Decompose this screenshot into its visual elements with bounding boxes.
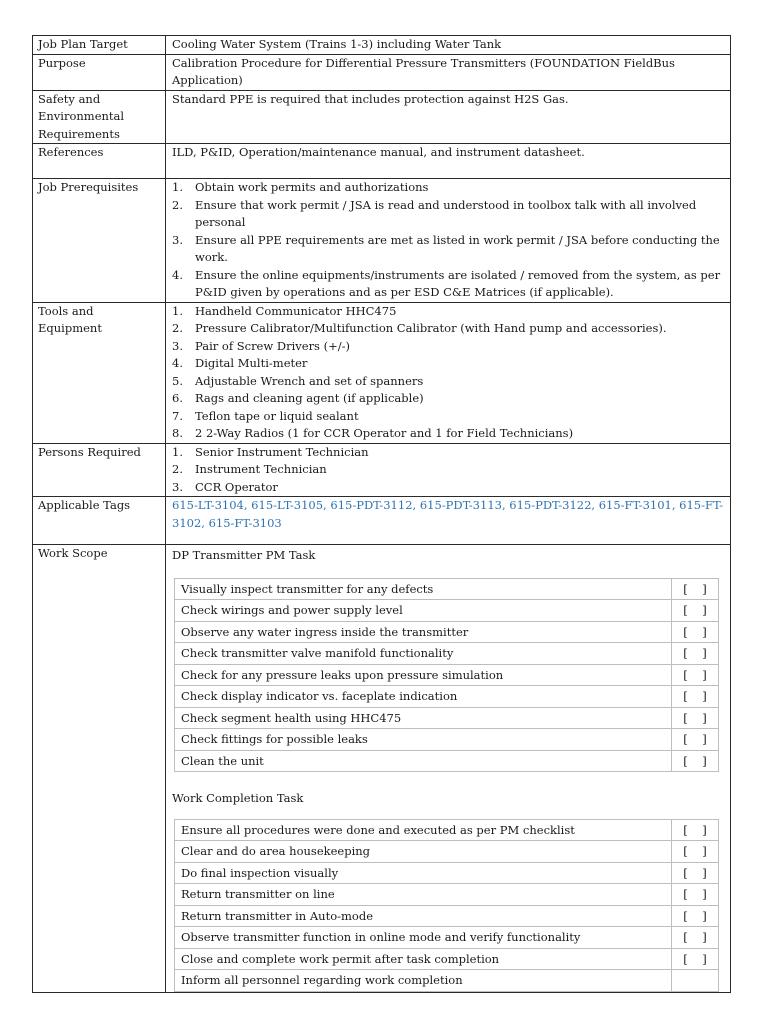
checklist-row — [175, 729, 719, 751]
list-number: 5. — [172, 373, 183, 388]
row-prerequisites — [33, 179, 731, 303]
list-item-text: Teflon tape or liquid sealant — [195, 408, 359, 423]
list-item-text: Obtain work permits and authorizations — [195, 180, 429, 194]
list-item — [172, 408, 725, 426]
list-number: 4. — [172, 267, 183, 282]
checklist-row — [175, 664, 719, 686]
label-safety: Safety and Environmental Requirements — [33, 90, 166, 144]
tools-list — [172, 303, 725, 443]
list-number: 2. — [172, 462, 183, 476]
list-number: 8. — [172, 426, 183, 440]
row-tools — [33, 302, 731, 443]
completion-task-title: Work Completion Task — [172, 791, 304, 805]
checklist-task: Check display indicator vs. faceplate indication — [175, 686, 672, 708]
work-scope-cell — [166, 545, 731, 993]
checklist-row — [175, 621, 719, 643]
list-item — [172, 444, 725, 462]
list-item-text: Rags and cleaning agent (if applicable) — [195, 391, 424, 405]
checkbox[interactable]: [ ] — [672, 884, 719, 906]
checkbox[interactable]: [ ] — [672, 948, 719, 970]
checklist-row — [175, 686, 719, 708]
checkbox[interactable]: [ ] — [672, 578, 719, 600]
checkbox[interactable]: [ ] — [672, 707, 719, 729]
completion-task-checklist — [174, 819, 719, 992]
value-job-plan-target: Cooling Water System (Trains 1-3) including Water Tank — [166, 36, 731, 55]
checkbox[interactable]: [ ] — [672, 686, 719, 708]
checklist-row — [175, 862, 719, 884]
list-number: 1. — [172, 180, 183, 194]
label-tools: Tools and Equipment — [33, 302, 166, 443]
checklist-task: Visually inspect transmitter for any defects — [175, 578, 672, 600]
value-purpose: Calibration Procedure for Differential Pressure Transmitters (FOUNDATION FieldBus Application) — [166, 54, 731, 90]
checkbox[interactable] — [672, 970, 719, 992]
list-number: 2. — [172, 321, 183, 335]
list-item-text: Adjustable Wrench and set of spanners — [195, 373, 424, 388]
checklist-task: Clear and do area housekeeping — [175, 841, 672, 863]
checkbox[interactable]: [ ] — [672, 621, 719, 643]
label-work-scope: Work Scope — [33, 545, 166, 993]
checklist-task: Return transmitter on line — [175, 884, 672, 906]
list-number: 1. — [172, 444, 183, 459]
value-references: ILD, P&ID, Operation/maintenance manual, and instrument datasheet. — [166, 144, 731, 179]
checklist-task: Check wirings and power supply level — [175, 600, 672, 622]
label-tags: Applicable Tags — [33, 497, 166, 545]
checklist-task: Check fittings for possible leaks — [175, 729, 672, 751]
row-references — [33, 144, 731, 179]
persons-list — [172, 444, 725, 497]
checklist-task: Close and complete work permit after task completion — [175, 948, 672, 970]
checklist-task: Check segment health using HHC475 — [175, 707, 672, 729]
tools-cell — [166, 302, 731, 443]
job-plan-table — [32, 35, 731, 993]
checklist-task: Check transmitter valve manifold functionality — [175, 643, 672, 665]
checklist-task: Return transmitter in Auto-mode — [175, 905, 672, 927]
persons-cell — [166, 443, 731, 497]
checklist-row — [175, 905, 719, 927]
checklist-row — [175, 750, 719, 772]
checklist-row — [175, 819, 719, 841]
list-number: 3. — [172, 479, 183, 494]
label-purpose: Purpose — [33, 54, 166, 90]
label-persons: Persons Required — [33, 443, 166, 497]
list-number: 3. — [172, 338, 183, 353]
row-purpose — [33, 54, 731, 90]
list-item — [172, 390, 725, 408]
list-item — [172, 479, 725, 497]
list-item — [172, 338, 725, 356]
value-safety: Standard PPE is required that includes protection against H2S Gas. — [166, 90, 731, 144]
row-tags — [33, 497, 731, 545]
prerequisites-list — [172, 179, 725, 302]
checkbox[interactable]: [ ] — [672, 819, 719, 841]
list-number: 3. — [172, 232, 183, 247]
list-item-text: Handheld Communicator HHC475 — [195, 303, 397, 318]
checklist-row — [175, 578, 719, 600]
list-item — [172, 425, 725, 443]
checklist-task: Inform all personnel regarding work completion — [175, 970, 672, 992]
list-item-text: Ensure the online equipments/instruments are isolated / removed from the system, as per P&ID given by operations and as per ESD C&E Matrices (if applicable). — [195, 267, 721, 299]
checklist-task: Ensure all procedures were done and executed as per PM checklist — [175, 819, 672, 841]
list-item — [172, 320, 725, 338]
list-number: 2. — [172, 197, 183, 212]
row-work-scope — [33, 545, 731, 993]
checklist-task: Check for any pressure leaks upon pressure simulation — [175, 664, 672, 686]
list-item-text: Instrument Technician — [195, 462, 327, 476]
checklist-row — [175, 643, 719, 665]
checkbox[interactable]: [ ] — [672, 664, 719, 686]
list-item — [172, 373, 725, 391]
label-prerequisites: Job Prerequisites — [33, 179, 166, 303]
list-number: 6. — [172, 391, 183, 405]
list-item-text: Digital Multi-meter — [195, 356, 308, 370]
checkbox[interactable]: [ ] — [672, 750, 719, 772]
checklist-task: Do final inspection visually — [175, 862, 672, 884]
list-item — [172, 179, 725, 197]
checkbox[interactable]: [ ] — [672, 643, 719, 665]
list-number: 7. — [172, 408, 183, 423]
checklist-task: Observe any water ingress inside the transmitter — [175, 621, 672, 643]
list-item — [172, 232, 725, 267]
list-item-text: Pressure Calibrator/Multifunction Calibrator (with Hand pump and accessories). — [195, 321, 667, 335]
value-tags: 615-LT-3104, 615-LT-3105, 615-PDT-3112, 615-PDT-3113, 615-PDT-3122, 615-FT-3101, 615-FT-3102, 615-FT-3103 — [166, 497, 731, 545]
list-item-text: Ensure all PPE requirements are met as listed in work permit / JSA before conducting the work. — [195, 232, 720, 264]
checklist-task: Observe transmitter function in online mode and verify functionality — [175, 927, 672, 949]
row-persons — [33, 443, 731, 497]
list-item-text: CCR Operator — [195, 479, 278, 494]
list-item-text: Ensure that work permit / JSA is read and understood in toolbox talk with all involved personal — [195, 197, 697, 229]
list-item — [172, 461, 725, 479]
list-item — [172, 303, 725, 321]
checkbox[interactable]: [ ] — [672, 905, 719, 927]
checkbox[interactable]: [ ] — [672, 862, 719, 884]
checklist-row — [175, 841, 719, 863]
checklist-row — [175, 970, 719, 992]
checklist-task: Clean the unit — [175, 750, 672, 772]
checklist-row — [175, 600, 719, 622]
list-item-text: Senior Instrument Technician — [195, 444, 369, 459]
label-job-plan-target: Job Plan Target — [33, 36, 166, 55]
list-item — [172, 267, 725, 302]
list-item-text: Pair of Screw Drivers (+/-) — [195, 338, 350, 353]
list-item — [172, 197, 725, 232]
row-job-plan-target — [33, 36, 731, 55]
row-safety — [33, 90, 731, 144]
list-number: 4. — [172, 356, 183, 370]
prerequisites-cell — [166, 179, 731, 303]
checkbox[interactable]: [ ] — [672, 600, 719, 622]
label-references: References — [33, 144, 166, 179]
checkbox[interactable]: [ ] — [672, 927, 719, 949]
pm-task-title: DP Transmitter PM Task — [172, 548, 316, 562]
list-item — [172, 355, 725, 373]
checklist-row — [175, 884, 719, 906]
checklist-row — [175, 707, 719, 729]
checkbox[interactable]: [ ] — [672, 841, 719, 863]
list-number: 1. — [172, 303, 183, 318]
checklist-row — [175, 927, 719, 949]
list-item-text: 2 2-Way Radios (1 for CCR Operator and 1 for Field Technicians) — [195, 426, 574, 440]
checklist-row — [175, 948, 719, 970]
pm-task-checklist — [174, 578, 719, 773]
checkbox[interactable]: [ ] — [672, 729, 719, 751]
